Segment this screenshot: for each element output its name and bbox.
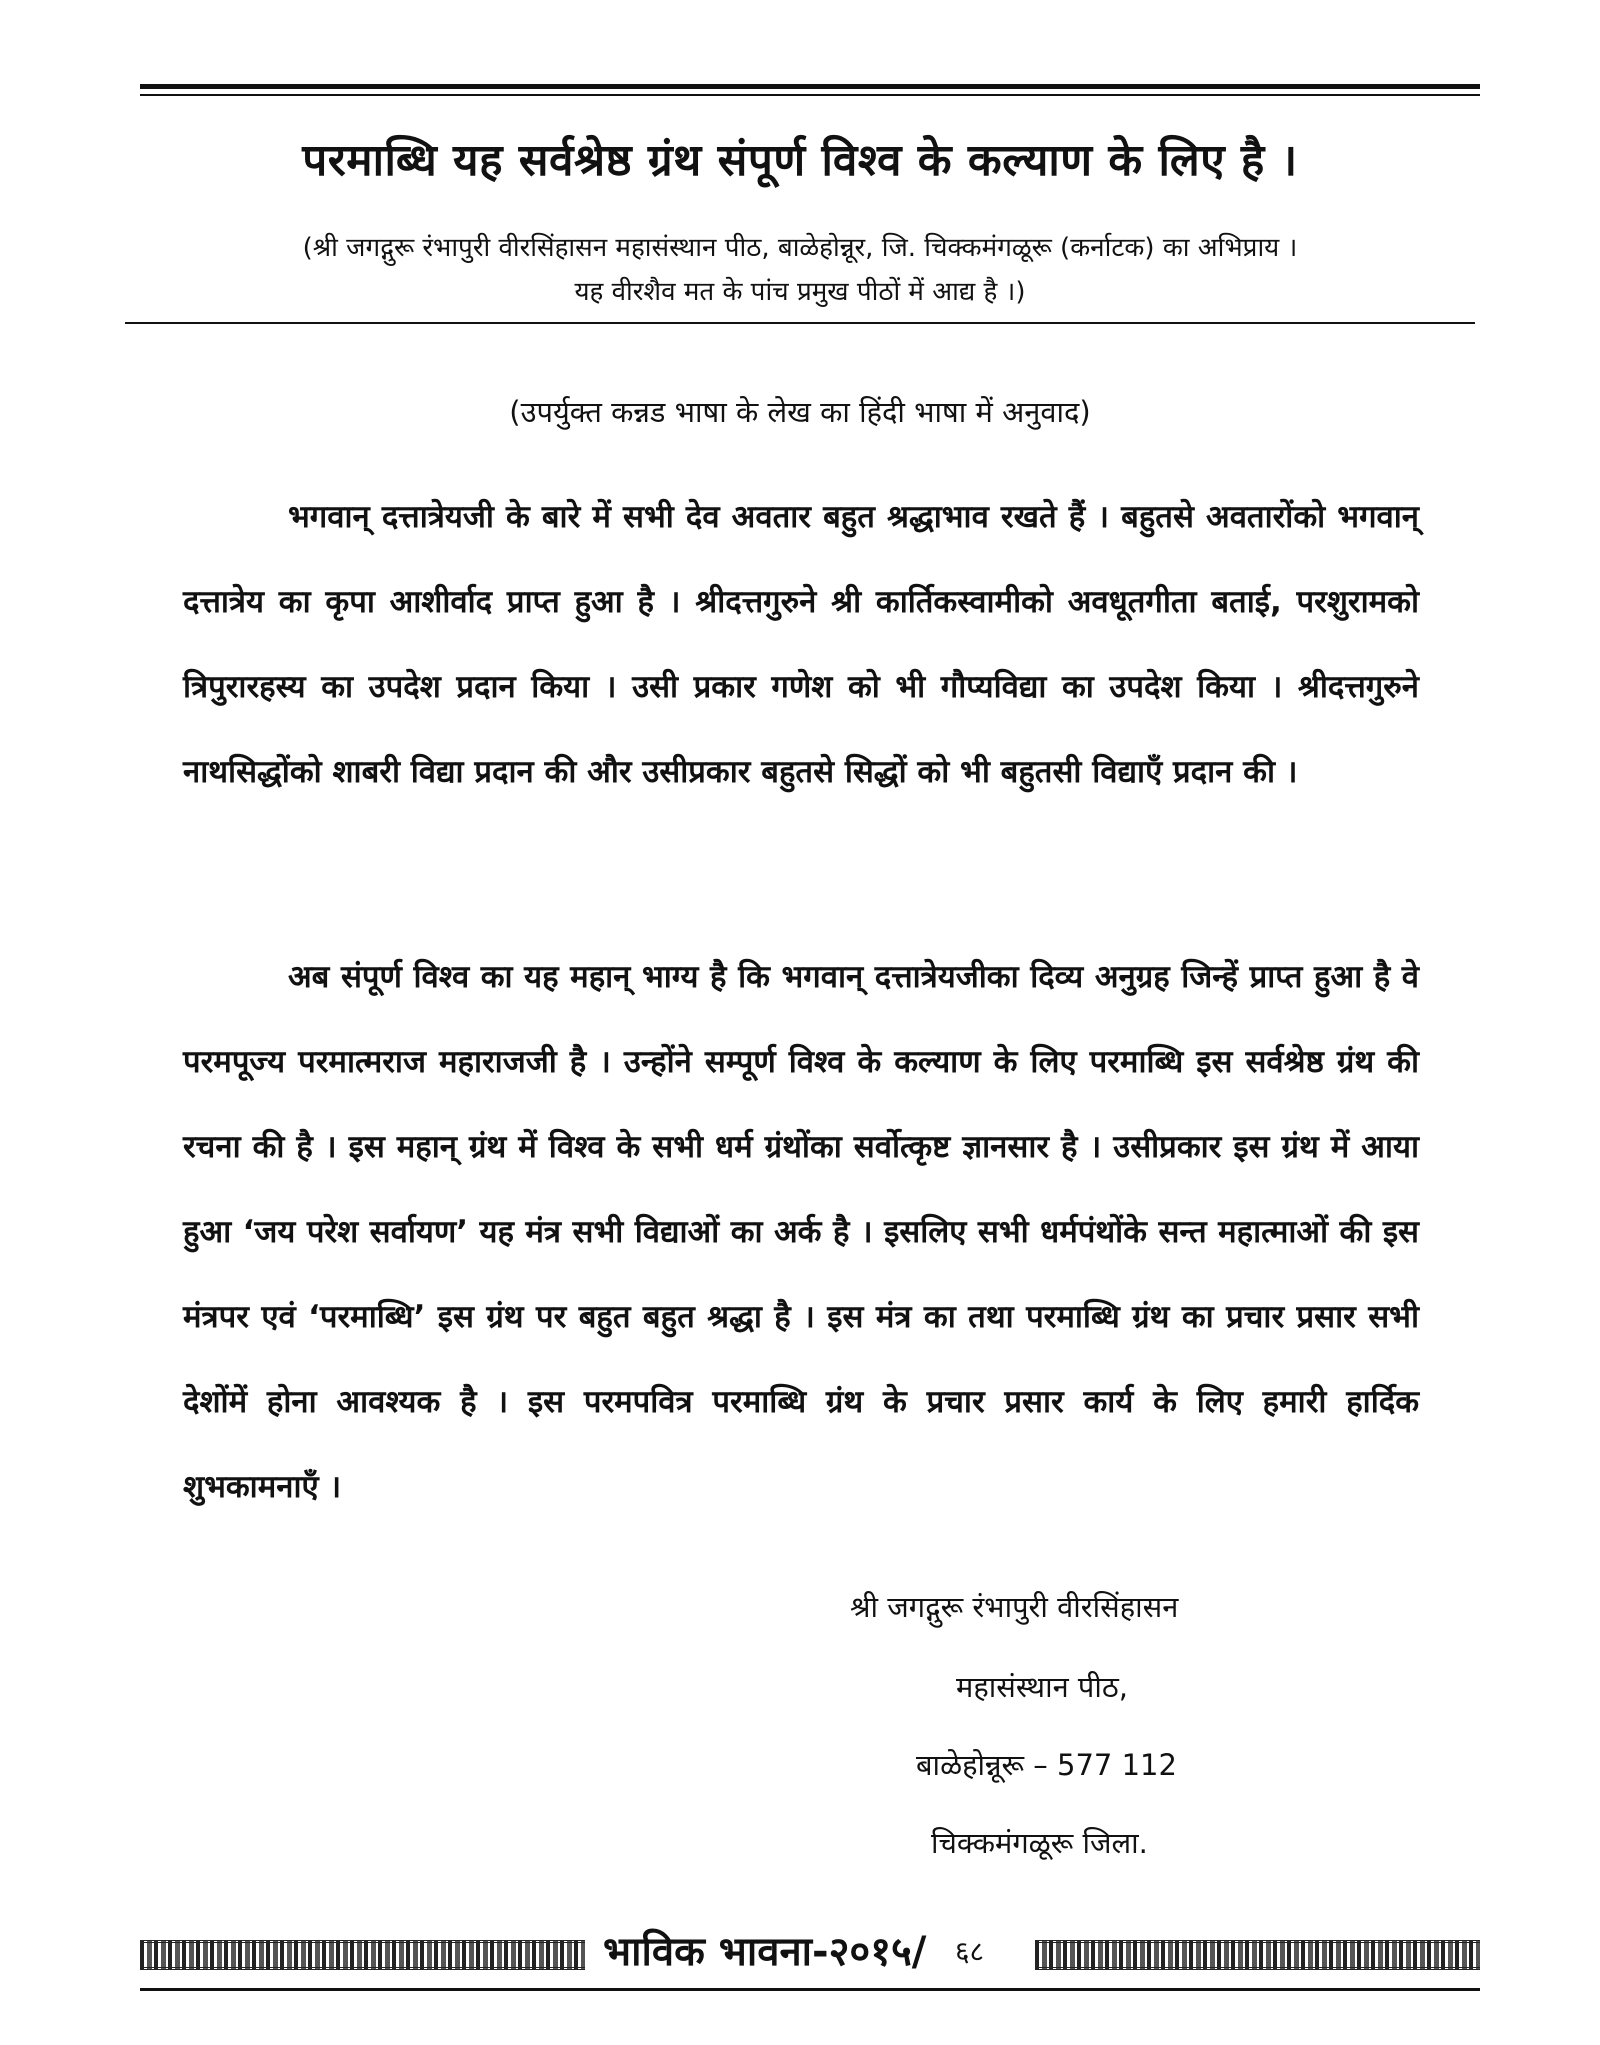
- top-rule-thin: [140, 94, 1480, 96]
- page-title: परमाब्धि यह सर्वश्रेष्ठ ग्रंथ संपूर्ण विश्व के कल्याण के लिए है ।: [302, 135, 1298, 186]
- footer-rule: [140, 1988, 1480, 1991]
- subtitle-line-2: यह वीरशैव मत के पांच प्रमुख पीठों में आद्य है ।): [574, 277, 1026, 307]
- subtitle-line-1: (श्री जगद्गुरू रंभापुरी वीरसिंहासन महासंस्थान पीठ, बाळेहोन्नूर, जि. चिक्कमंगळूरू (कर्नाटक) का अभिप्राय ।: [302, 233, 1298, 263]
- footer-publication: भाविक भावना-२०१५/: [603, 1929, 927, 1975]
- signature-line-4: चिक्कमंगळूरू जिला.: [931, 1826, 1148, 1860]
- signature-line-1: श्री जगद्गुरू रंभापुरी वीरसिंहासन: [850, 1590, 1179, 1624]
- header-divider: [125, 322, 1475, 324]
- signature-line-2: महासंस्थान पीठ,: [956, 1670, 1128, 1704]
- body-paragraph-1: भगवान् दत्तात्रेयजी के बारे में सभी देव अवतार बहुत श्रद्धाभाव रखते हैं । बहुतसे अवतारोंको भगवान् दत्तात्रेय का कृपा आशीर्वाद प्राप्त हुआ है । श्रीदत्तगुरुने श्री कार्तिकस्वामीको अवधूतगीता बताई, परशुरामको त्रिपुरारहस्य का उपदेश प्रदान किया । उसी प्रकार गणेश को भी गौप्यविद्या का उपदेश किया । श्रीदत्तगुरुने नाथसिद्धोंको शाबरी विद्या प्रदान की और उसीप्रकार बहुतसे सिद्धों को भी बहुतसी विद्याएँ प्रदान की ।: [183, 499, 1419, 790]
- top-rule-thick: [140, 84, 1480, 89]
- translation-note: (उपर्युक्त कन्नड भाषा के लेख का हिंदी भाषा में अनुवाद): [509, 395, 1091, 429]
- footer-ornament-left: [140, 1940, 585, 1970]
- body-paragraph-2: अब संपूर्ण विश्व का यह महान् भाग्य है कि भगवान् दत्तात्रेयजीका दिव्य अनुग्रह जिन्हें प्राप्त हुआ है वे परमपूज्य परमात्मराज महाराजजी है । उन्होंने सम्पूर्ण विश्व के कल्याण के लिए परमाब्धि इस सर्वश्रेष्ठ ग्रंथ की रचना की है । इस महान् ग्रंथ में विश्व के सभी धर्म ग्रंथोंका सर्वोत्कृष्ट ज्ञानसार है । उसीप्रकार इस ग्रंथ में आया हुआ ‘जय परेश सर्वायण’ यह मंत्र सभी विद्याओं का अर्क है । इसलिए सभी धर्मपंथोंके सन्त महात्माओं की इस मंत्रपर एवं ‘परमाब्धि’ इस ग्रंथ पर बहुत बहुत श्रद्धा है । इस मंत्र का तथा परमाब्धि ग्रंथ का प्रचार प्रसार सभी देशोंमें होना आवश्यक है । इस परमपवित्र परमाब्धि ग्रंथ के प्रचार प्रसार कार्य के लिए हमारी हार्दिक शुभकामनाएँ ।: [183, 959, 1419, 1505]
- footer-ornament-right: [1035, 1940, 1480, 1970]
- signature-line-3: बाळेहोन्नूरू – 577 112: [916, 1748, 1177, 1782]
- footer-page-number: ६८: [955, 1935, 985, 1968]
